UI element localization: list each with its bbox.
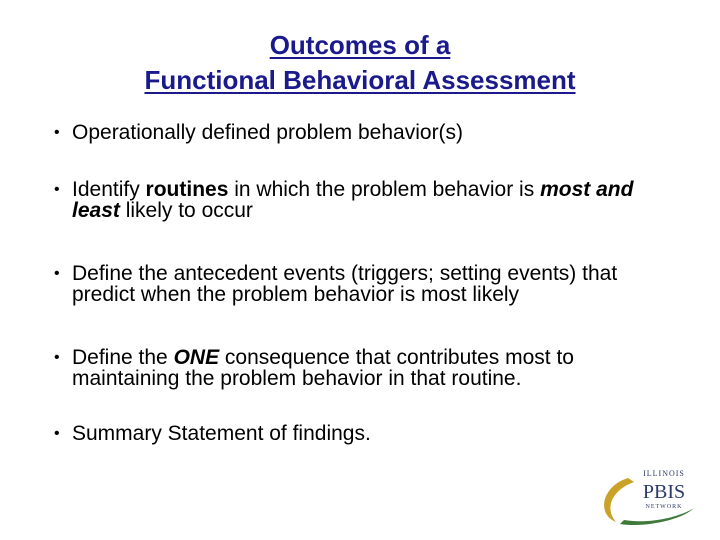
bullet-dot-icon: • — [54, 181, 60, 198]
bullet-text-pre: Identify — [72, 178, 146, 201]
bullet-dot-icon: • — [54, 124, 60, 141]
bullet-text-mid: in which the problem behavior is — [228, 178, 541, 201]
bullet-dot-icon: • — [54, 265, 60, 282]
title-line-2: Functional Behavioral Assessment — [144, 65, 576, 95]
logo-line-3: NETWORK — [645, 504, 683, 510]
logo-swoosh-green — [620, 508, 694, 525]
bullet-text-bold: routines — [145, 178, 229, 201]
slide-title — [0, 28, 720, 98]
bullet-dot-icon: • — [54, 349, 60, 366]
bullet-text-pre: Define the — [72, 346, 174, 369]
illinois-pbis-logo — [594, 464, 704, 528]
bullet-list — [50, 122, 670, 444]
bullet-text: Operationally defined problem behavior(s) — [72, 121, 464, 144]
bullet-item-3 — [50, 263, 670, 305]
logo-swoosh-gold — [604, 478, 634, 522]
bullet-dot-icon: • — [54, 425, 60, 442]
title-line-1: Outcomes of a — [269, 30, 451, 60]
bullet-item-5 — [50, 423, 670, 444]
logo-line-2: PBIS — [642, 481, 686, 503]
bullet-text-post: consequence that contributes most to maintaining the problem behavior in that routine. — [72, 346, 574, 390]
bullet-text-bolditalic: most and least — [72, 178, 634, 222]
logo-line-1: ILLINOIS — [643, 469, 685, 478]
bullet-text: Summary Statement of findings. — [72, 422, 371, 445]
bullet-text-bolditalic: ONE — [173, 346, 220, 369]
bullet-item-1 — [50, 122, 670, 143]
bullet-item-4 — [50, 347, 670, 389]
bullet-text-post: likely to occur — [119, 199, 253, 222]
bullet-item-2 — [50, 179, 670, 221]
bullet-text: Define the antecedent events (triggers; setting events) that predict when the problem behavior is most likely — [72, 262, 618, 306]
